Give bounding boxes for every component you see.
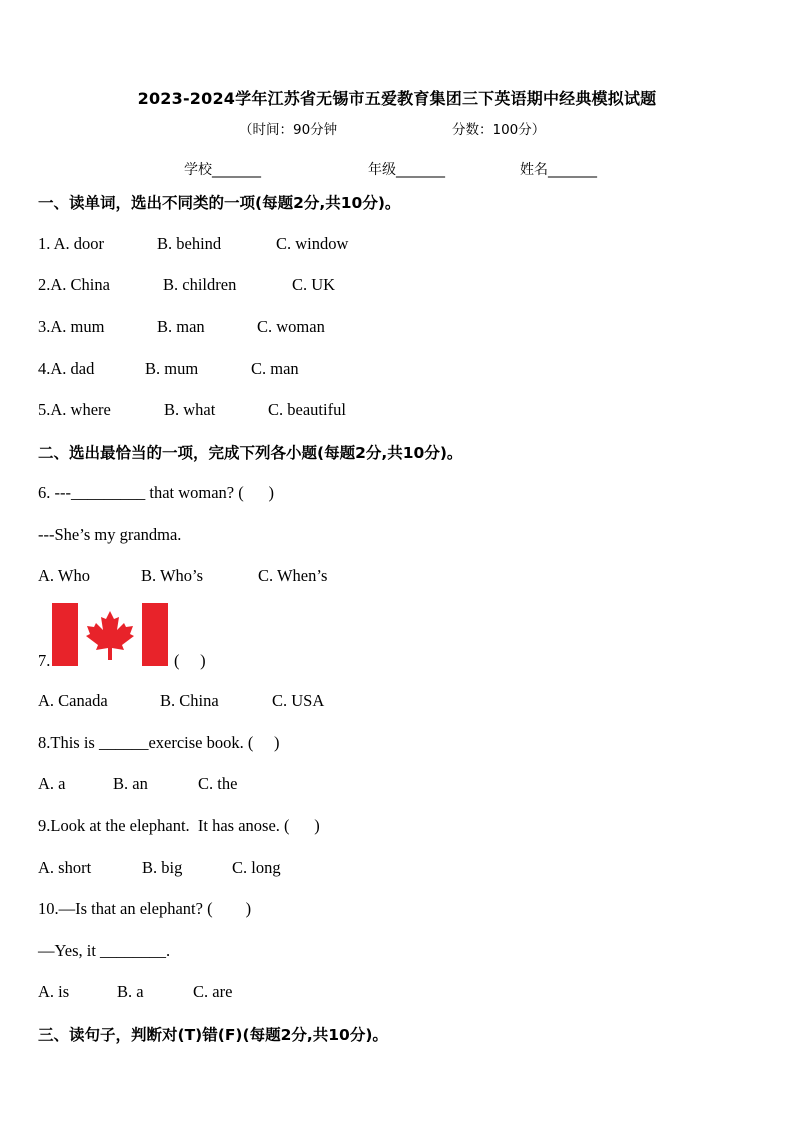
page-title: 2023-2024学年江苏省无锡市五爱教育集团三下英语期中经典模拟试题 <box>137 89 657 108</box>
school-field: 学校_______ <box>184 162 261 178</box>
q8-stem: 8.This is ______exercise book. ( ) <box>38 733 280 752</box>
q4-option-c: C. man <box>251 359 299 378</box>
q4-option-b: B. mum <box>145 359 199 378</box>
section-3-heading: 三、读句子，判断对(T)错(F)(每题2分,共10分)。 <box>38 1026 388 1044</box>
q2-option-c: C. UK <box>292 275 336 294</box>
q10-option-b: B. a <box>117 982 144 1001</box>
q7-option-b: B. China <box>160 691 219 710</box>
section-1-heading: 一、读单词，选出不同类的一项(每题2分,共10分)。 <box>38 194 401 212</box>
q5-option-b: B. what <box>164 400 216 419</box>
section-2-heading: 二、选出最恰当的一项，完成下列各小题(每题2分,共10分)。 <box>38 444 463 462</box>
flag-red-left <box>52 603 78 666</box>
q8-option-b: B. an <box>113 774 148 793</box>
q7-option-a: A. Canada <box>38 691 108 710</box>
q6-option-a: A. Who <box>38 566 90 585</box>
q1-option-a: 1. A. door <box>38 234 104 253</box>
q6-reply: ---She’s my grandma. <box>38 525 182 544</box>
q5-option-a: 5.A. where <box>38 400 111 419</box>
q8-option-a: A. a <box>38 774 66 793</box>
q10-stem: 10.—Is that an elephant? ( ) <box>38 899 252 918</box>
exam-score: 分数：100分） <box>452 122 546 138</box>
exam-time: （时间：90分钟 <box>239 122 338 138</box>
q6-stem: 6. ---_________ that woman? ( ) <box>38 483 274 502</box>
q7-answer-paren: ( ) <box>174 651 206 670</box>
q2-option-b: B. children <box>163 275 237 294</box>
q10-option-a: A. is <box>38 982 70 1001</box>
q7-option-c: C. USA <box>272 691 325 710</box>
q10-option-c: C. are <box>193 982 233 1001</box>
q4-option-a: 4.A. dad <box>38 359 95 378</box>
q10-reply: —Yes, it ________. <box>38 941 171 960</box>
q3-option-b: B. man <box>157 317 205 336</box>
q1-option-c: C. window <box>276 234 349 253</box>
q6-option-b: B. Who’s <box>141 566 204 585</box>
q1-option-b: B. behind <box>157 234 222 253</box>
q3-option-a: 3.A. mum <box>38 317 105 336</box>
q9-option-a: A. short <box>38 858 92 877</box>
canada-flag-image <box>52 603 168 666</box>
q3-option-c: C. woman <box>257 317 325 336</box>
q9-stem: 9.Look at the elephant. It has anose. ( ) <box>38 816 320 835</box>
grade-field: 年级_______ <box>368 162 445 178</box>
q5-option-c: C. beautiful <box>268 400 346 419</box>
q9-option-c: C. long <box>232 858 281 877</box>
q9-option-b: B. big <box>142 858 183 877</box>
q7-number: 7. <box>38 651 51 670</box>
q8-option-c: C. the <box>198 774 238 793</box>
q6-option-c: C. When’s <box>258 566 328 585</box>
flag-red-right <box>142 603 168 666</box>
q2-option-a: 2.A. China <box>38 275 110 294</box>
name-field: 姓名_______ <box>520 162 597 178</box>
